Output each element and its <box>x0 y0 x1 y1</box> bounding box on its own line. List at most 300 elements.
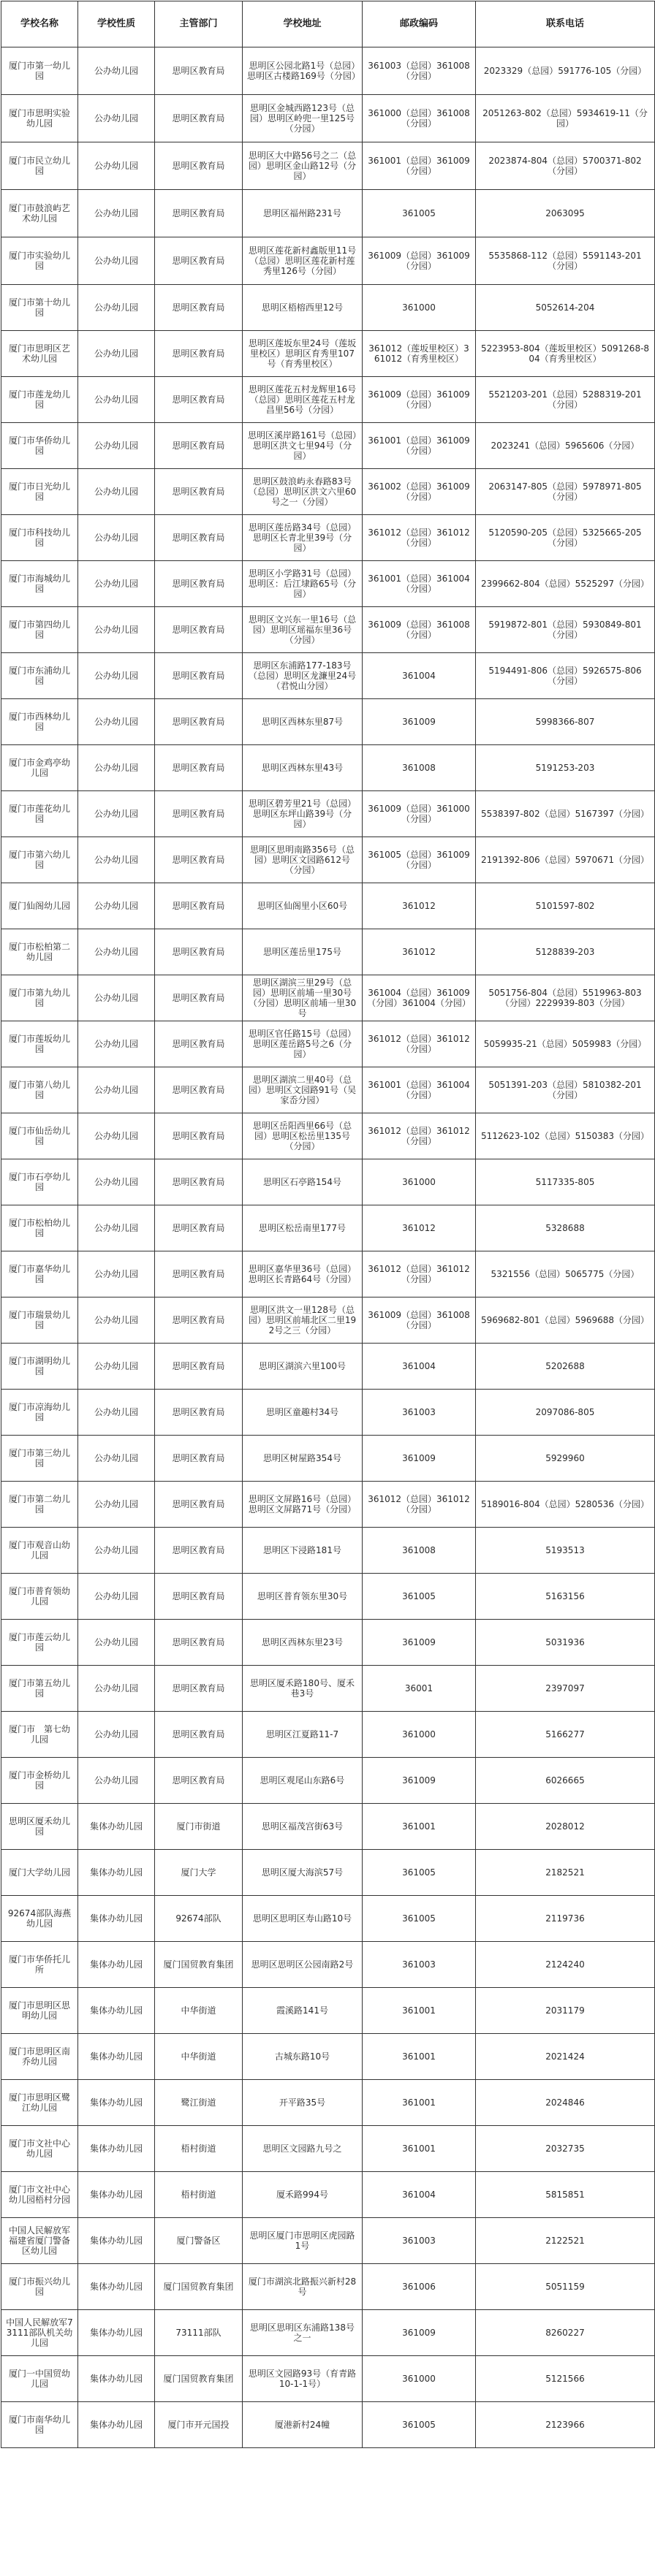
cell-phone: 5193513 <box>476 1528 655 1574</box>
cell-name: 思明区厦禾幼儿园 <box>1 1804 78 1850</box>
cell-type: 公办幼儿园 <box>78 1712 155 1758</box>
cell-phone: 5052614-204 <box>476 285 655 331</box>
cell-phone: 2063095 <box>476 190 655 237</box>
cell-postcode: 361004 <box>363 2172 476 2218</box>
cell-name: 厦门市第九幼儿园 <box>1 975 78 1021</box>
table-row <box>1 47 655 95</box>
table-row <box>1 2172 655 2218</box>
cell-type: 公办幼儿园 <box>78 883 155 929</box>
cell-phone: 5101597-802 <box>476 883 655 929</box>
header-school-type: 学校性质 <box>78 1 155 47</box>
cell-address: 霞溪路141号 <box>243 1988 363 2034</box>
cell-authority: 厦门国贸教育集团 <box>155 1942 243 1988</box>
cell-name: 厦门大学幼儿园 <box>1 1850 78 1896</box>
cell-postcode: 361012 <box>363 929 476 975</box>
cell-phone: 2123966 <box>476 2402 655 2448</box>
table-row <box>1 1712 655 1758</box>
cell-address: 思明区思明区寿山路10号 <box>243 1896 363 1942</box>
cell-type: 公办幼儿园 <box>78 1297 155 1344</box>
table-row <box>1 2218 655 2264</box>
table-row <box>1 2310 655 2356</box>
cell-postcode: 361000 <box>363 285 476 331</box>
table-body <box>1 47 655 2448</box>
cell-type: 公办幼儿园 <box>78 331 155 377</box>
cell-address: 厦港新村24幢 <box>243 2402 363 2448</box>
cell-address: 思明区厦大海滨57号 <box>243 1850 363 1896</box>
cell-address: 思明区碧芳里21号（总园）思明区东坪山路39号（分园） <box>243 791 363 837</box>
cell-authority: 思明区教育局 <box>155 377 243 423</box>
cell-authority: 梧村街道 <box>155 2172 243 2218</box>
cell-address: 思明区洪文一里128号（总园）思明区前埔北区二里192号之三（分园） <box>243 1297 363 1344</box>
table-row <box>1 1666 655 1712</box>
cell-postcode: 361000 <box>363 2356 476 2402</box>
cell-name: 厦门市金鸡亭幼儿园 <box>1 745 78 791</box>
cell-authority: 思明区教育局 <box>155 975 243 1021</box>
table-row <box>1 95 655 142</box>
cell-name: 厦门市莲龙幼儿园 <box>1 377 78 423</box>
cell-postcode: 361001 <box>363 1988 476 2034</box>
cell-phone: 2063147-805（总园）5978971-805（分园） <box>476 469 655 515</box>
table-row <box>1 699 655 745</box>
cell-postcode: 361009 <box>363 1758 476 1804</box>
cell-authority: 思明区教育局 <box>155 237 243 285</box>
cell-type: 公办幼儿园 <box>78 47 155 95</box>
cell-authority: 厦门大学 <box>155 1850 243 1896</box>
cell-authority: 中华街道 <box>155 2034 243 2080</box>
cell-type: 公办幼儿园 <box>78 1574 155 1620</box>
cell-authority: 思明区教育局 <box>155 607 243 653</box>
cell-postcode: 361003 <box>363 1390 476 1436</box>
cell-name: 厦门市 第七幼儿园 <box>1 1712 78 1758</box>
table-row <box>1 561 655 607</box>
cell-authority: 厦门警备区 <box>155 2218 243 2264</box>
table-row <box>1 1021 655 1067</box>
cell-name: 厦门市振兴幼儿园 <box>1 2264 78 2310</box>
cell-name: 92674部队海燕幼儿园 <box>1 1896 78 1942</box>
cell-name: 厦门市华侨幼儿园 <box>1 423 78 469</box>
cell-postcode: 361012（总园）361012（分园） <box>363 1021 476 1067</box>
cell-address: 思明区思明区东浦路138号之一 <box>243 2310 363 2356</box>
cell-phone: 5051391-203（总园）5810382-201（分园） <box>476 1067 655 1113</box>
cell-type: 公办幼儿园 <box>78 95 155 142</box>
cell-type: 公办幼儿园 <box>78 929 155 975</box>
cell-type: 公办幼儿园 <box>78 285 155 331</box>
cell-authority: 厦门国贸教育集团 <box>155 2356 243 2402</box>
cell-postcode: 361001 <box>363 1804 476 1850</box>
cell-phone: 5112623-102（总园）5150383（分园） <box>476 1113 655 1159</box>
cell-name: 厦门市海城幼儿园 <box>1 561 78 607</box>
cell-phone: 2051263-802（总园）5934619-11（分园） <box>476 95 655 142</box>
cell-type: 公办幼儿园 <box>78 1251 155 1297</box>
cell-type: 集体办幼儿园 <box>78 2034 155 2080</box>
cell-type: 公办幼儿园 <box>78 1205 155 1251</box>
cell-phone: 2031179 <box>476 1988 655 2034</box>
cell-name: 厦门市莲云幼儿园 <box>1 1620 78 1666</box>
cell-phone: 8260227 <box>476 2310 655 2356</box>
cell-type: 集体办幼儿园 <box>78 2402 155 2448</box>
cell-type: 公办幼儿园 <box>78 561 155 607</box>
cell-phone: 5166277 <box>476 1712 655 1758</box>
cell-phone: 5051756-804（总园）5519963-803（分园）2229939-803（分园） <box>476 975 655 1021</box>
cell-authority: 思明区教育局 <box>155 745 243 791</box>
cell-type: 集体办幼儿园 <box>78 2356 155 2402</box>
cell-postcode: 361004 <box>363 1344 476 1390</box>
cell-authority: 厦门市街道 <box>155 1804 243 1850</box>
cell-authority: 思明区教育局 <box>155 142 243 190</box>
cell-name: 厦门市第八幼儿园 <box>1 1067 78 1113</box>
table-row <box>1 1251 655 1297</box>
cell-address: 思明区石亭路154号 <box>243 1159 363 1205</box>
cell-postcode: 361009 <box>363 699 476 745</box>
cell-address: 思明区厦禾路180号、厦禾巷3号 <box>243 1666 363 1712</box>
cell-postcode: 361000 <box>363 1712 476 1758</box>
cell-phone: 2119736 <box>476 1896 655 1942</box>
cell-phone: 5538397-802（总园）5167397（分园） <box>476 791 655 837</box>
cell-authority: 思明区教育局 <box>155 423 243 469</box>
cell-type: 公办幼儿园 <box>78 653 155 699</box>
cell-address: 思明区莲花五村龙辉里16号（总园）思明区莲花五村龙昌里56号（分园） <box>243 377 363 423</box>
cell-postcode: 361001 <box>363 2126 476 2172</box>
cell-type: 集体办幼儿园 <box>78 1804 155 1850</box>
cell-type: 公办幼儿园 <box>78 237 155 285</box>
cell-authority: 思明区教育局 <box>155 1620 243 1666</box>
cell-type: 集体办幼儿园 <box>78 2218 155 2264</box>
cell-type: 公办幼儿园 <box>78 1390 155 1436</box>
cell-authority: 思明区教育局 <box>155 1482 243 1528</box>
cell-address: 思明区嘉华里36号（总园）思明区长青路64号（分园） <box>243 1251 363 1297</box>
cell-address: 思明区公园北路1号（总园）思明区古楼路169号（分园） <box>243 47 363 95</box>
cell-type: 公办幼儿园 <box>78 1758 155 1804</box>
cell-postcode: 361009 <box>363 1436 476 1482</box>
cell-authority: 73111部队 <box>155 2310 243 2356</box>
cell-authority: 思明区教育局 <box>155 883 243 929</box>
cell-authority: 厦门市开元国投 <box>155 2402 243 2448</box>
cell-authority: 思明区教育局 <box>155 1528 243 1574</box>
cell-address: 思明区西林东里43号 <box>243 745 363 791</box>
cell-phone: 2399662-804（总园）5525297（分园） <box>476 561 655 607</box>
cell-authority: 思明区教育局 <box>155 1251 243 1297</box>
cell-name: 厦门市嘉华幼儿园 <box>1 1251 78 1297</box>
table-row <box>1 975 655 1021</box>
cell-authority: 思明区教育局 <box>155 1159 243 1205</box>
cell-postcode: 361009（总园）361000（分园） <box>363 791 476 837</box>
cell-authority: 思明区教育局 <box>155 1113 243 1159</box>
cell-address: 思明区厦门市思明区虎园路1号 <box>243 2218 363 2264</box>
cell-phone: 6026665 <box>476 1758 655 1804</box>
table-row <box>1 837 655 883</box>
cell-name: 厦门市湖明幼儿园 <box>1 1344 78 1390</box>
cell-phone: 5117335-805 <box>476 1159 655 1205</box>
cell-phone: 5051159 <box>476 2264 655 2310</box>
cell-phone: 5194491-806（总园）5926575-806（分园） <box>476 653 655 699</box>
table-row <box>1 1205 655 1251</box>
cell-phone: 2032735 <box>476 2126 655 2172</box>
cell-phone: 5059935-21（总园）5059983（分园） <box>476 1021 655 1067</box>
cell-address: 思明区观尾山东路6号 <box>243 1758 363 1804</box>
header-phone: 联系电话 <box>476 1 655 47</box>
cell-name: 厦门市思明实验幼儿园 <box>1 95 78 142</box>
cell-phone: 5128839-203 <box>476 929 655 975</box>
table-row <box>1 1436 655 1482</box>
cell-name: 厦门市第四幼儿园 <box>1 607 78 653</box>
cell-name: 厦门市思明区南乔幼儿园 <box>1 2034 78 2080</box>
cell-address: 思明区湖滨二里40号（总园）思明区文园路91号（吴家岙分园） <box>243 1067 363 1113</box>
cell-name: 厦门市文社中心幼儿园 <box>1 2126 78 2172</box>
table-row <box>1 237 655 285</box>
table-row <box>1 1758 655 1804</box>
cell-phone: 5321556（总园）5065775（分园） <box>476 1251 655 1297</box>
cell-postcode: 361003（总园）361008（分园） <box>363 47 476 95</box>
cell-authority: 思明区教育局 <box>155 1758 243 1804</box>
cell-name: 厦门市第三幼儿园 <box>1 1436 78 1482</box>
cell-address: 厦门市湖滨北路振兴新村28号 <box>243 2264 363 2310</box>
cell-name: 厦门一中国贸幼儿园 <box>1 2356 78 2402</box>
cell-type: 公办幼儿园 <box>78 469 155 515</box>
cell-phone: 5189016-804（总园）5280536（分园） <box>476 1482 655 1528</box>
cell-authority: 思明区教育局 <box>155 331 243 377</box>
table-row <box>1 1574 655 1620</box>
cell-authority: 思明区教育局 <box>155 1436 243 1482</box>
table-row <box>1 2034 655 2080</box>
cell-phone: 5521203-201（总园）5288319-201（分园） <box>476 377 655 423</box>
table-row <box>1 1482 655 1528</box>
cell-type: 公办幼儿园 <box>78 1159 155 1205</box>
cell-postcode: 361012 <box>363 883 476 929</box>
table-row <box>1 745 655 791</box>
cell-address: 思明区岳阳西里66号（总园）思明区松岳里135号（分园） <box>243 1113 363 1159</box>
cell-name: 厦门市东浦幼儿园 <box>1 653 78 699</box>
cell-postcode: 361005 <box>363 190 476 237</box>
cell-authority: 厦门国贸教育集团 <box>155 2264 243 2310</box>
cell-authority: 思明区教育局 <box>155 1021 243 1067</box>
cell-authority: 思明区教育局 <box>155 1712 243 1758</box>
cell-postcode: 361001（总园）361004（分园） <box>363 561 476 607</box>
cell-postcode: 36001 <box>363 1666 476 1712</box>
table-row <box>1 2356 655 2402</box>
cell-postcode: 361009 <box>363 2310 476 2356</box>
cell-type: 公办幼儿园 <box>78 1067 155 1113</box>
cell-type: 集体办幼儿园 <box>78 1942 155 1988</box>
table-row <box>1 1850 655 1896</box>
table-row <box>1 1988 655 2034</box>
cell-address: 思明区树屋路354号 <box>243 1436 363 1482</box>
cell-address: 思明区文园路九号之 <box>243 2126 363 2172</box>
cell-type: 公办幼儿园 <box>78 377 155 423</box>
cell-authority: 思明区教育局 <box>155 1067 243 1113</box>
cell-name: 厦门仙阁幼儿园 <box>1 883 78 929</box>
cell-postcode: 361009（总园）361009（分园） <box>363 237 476 285</box>
cell-authority: 思明区教育局 <box>155 699 243 745</box>
cell-address: 思明区西林东里87号 <box>243 699 363 745</box>
cell-phone: 2182521 <box>476 1850 655 1896</box>
cell-address: 思明区大中路56号之二（总园）思明区金山路12号（分园） <box>243 142 363 190</box>
cell-postcode: 361005（总园）361009（分园） <box>363 837 476 883</box>
cell-address: 思明区仙阁里小区60号 <box>243 883 363 929</box>
cell-authority: 思明区教育局 <box>155 1205 243 1251</box>
cell-authority: 思明区教育局 <box>155 515 243 561</box>
table-row <box>1 929 655 975</box>
cell-authority: 思明区教育局 <box>155 837 243 883</box>
cell-type: 公办幼儿园 <box>78 837 155 883</box>
cell-type: 集体办幼儿园 <box>78 2126 155 2172</box>
cell-phone: 2023241（总园）5965606（分园） <box>476 423 655 469</box>
cell-postcode: 361005 <box>363 1850 476 1896</box>
cell-name: 厦门市科技幼儿园 <box>1 515 78 561</box>
cell-postcode: 361003 <box>363 2218 476 2264</box>
cell-name: 厦门市观音山幼儿园 <box>1 1528 78 1574</box>
table-row <box>1 1804 655 1850</box>
cell-name: 厦门市仙岳幼儿园 <box>1 1113 78 1159</box>
cell-address: 思明区湖滨六里100号 <box>243 1344 363 1390</box>
cell-address: 思明区小学路31号（总园）思明区：后江埭路65号（分园） <box>243 561 363 607</box>
table-row <box>1 607 655 653</box>
cell-name: 厦门市鼓浪屿艺术幼儿园 <box>1 190 78 237</box>
cell-name: 厦门市实验幼儿园 <box>1 237 78 285</box>
cell-type: 集体办幼儿园 <box>78 2080 155 2126</box>
table-row <box>1 883 655 929</box>
cell-name: 厦门市思明区鹭江幼儿园 <box>1 2080 78 2126</box>
table-row <box>1 423 655 469</box>
cell-type: 集体办幼儿园 <box>78 1988 155 2034</box>
cell-name: 厦门市思明区艺术幼儿园 <box>1 331 78 377</box>
cell-name: 厦门市民立幼儿园 <box>1 142 78 190</box>
cell-authority: 中华街道 <box>155 1988 243 2034</box>
cell-postcode: 361005 <box>363 1574 476 1620</box>
cell-postcode: 361001（总园）361004（分园） <box>363 1067 476 1113</box>
cell-name: 厦门市日光幼儿园 <box>1 469 78 515</box>
table-row <box>1 1067 655 1113</box>
cell-postcode: 361009（总园）361008（分园） <box>363 1297 476 1344</box>
cell-name: 厦门市西林幼儿园 <box>1 699 78 745</box>
cell-authority: 思明区教育局 <box>155 561 243 607</box>
cell-name: 厦门市第十幼儿园 <box>1 285 78 331</box>
cell-phone: 5919872-801（总园）5930849-801（分园） <box>476 607 655 653</box>
cell-authority: 思明区教育局 <box>155 95 243 142</box>
cell-address: 思明区普育领东里30号 <box>243 1574 363 1620</box>
table-row <box>1 1528 655 1574</box>
cell-address: 思明区莲花新村鑫版里11号（总园）思明区莲花新村莲秀里126号（分园） <box>243 237 363 285</box>
cell-address: 思明区文屏路16号（总园）思明区文屏路71号（分园） <box>243 1482 363 1528</box>
cell-address: 思明区福茂宫街63号 <box>243 1804 363 1850</box>
cell-name: 厦门市第二幼儿园 <box>1 1482 78 1528</box>
cell-phone: 5163156 <box>476 1574 655 1620</box>
cell-postcode: 361012（总园）361012（分园） <box>363 1251 476 1297</box>
table-row <box>1 1113 655 1159</box>
cell-address: 思明区西林东里23号 <box>243 1620 363 1666</box>
cell-name: 厦门市松柏幼儿园 <box>1 1205 78 1251</box>
cell-type: 公办幼儿园 <box>78 699 155 745</box>
cell-phone: 5535868-112（总园）5591143-201（分园） <box>476 237 655 285</box>
cell-postcode: 361003 <box>363 1942 476 1988</box>
cell-type: 公办幼儿园 <box>78 190 155 237</box>
table-row <box>1 2080 655 2126</box>
cell-phone: 5202688 <box>476 1344 655 1390</box>
table-row <box>1 2126 655 2172</box>
cell-phone: 5815851 <box>476 2172 655 2218</box>
table-row <box>1 1297 655 1344</box>
cell-name: 厦门市第一幼儿园 <box>1 47 78 95</box>
cell-name: 中国人民解放军福建省厦门警备区幼儿园 <box>1 2218 78 2264</box>
table-row <box>1 515 655 561</box>
cell-postcode: 361012（总园）361012（分园） <box>363 1113 476 1159</box>
cell-type: 公办幼儿园 <box>78 1021 155 1067</box>
cell-postcode: 361009 <box>363 1620 476 1666</box>
cell-phone: 5969682-801（总园）5969688（分园） <box>476 1297 655 1344</box>
cell-postcode: 361004 <box>363 653 476 699</box>
cell-authority: 思明区教育局 <box>155 285 243 331</box>
cell-phone: 2122521 <box>476 2218 655 2264</box>
cell-address: 思明区湖滨三里29号（总园）思明区前埔一里30号（分园）思明区前埔一里30号 <box>243 975 363 1021</box>
cell-type: 公办幼儿园 <box>78 745 155 791</box>
header-authority: 主管部门 <box>155 1 243 47</box>
cell-phone: 2021424 <box>476 2034 655 2080</box>
cell-type: 集体办幼儿园 <box>78 2310 155 2356</box>
table-row <box>1 1390 655 1436</box>
cell-postcode: 361008 <box>363 1528 476 1574</box>
cell-postcode: 361000 <box>363 1159 476 1205</box>
cell-phone: 5191253-203 <box>476 745 655 791</box>
cell-phone: 5223953-804（莲坂里校区）5091268-804（育秀里校区） <box>476 331 655 377</box>
cell-postcode: 361005 <box>363 1896 476 1942</box>
table-row <box>1 1942 655 1988</box>
cell-type: 公办幼儿园 <box>78 423 155 469</box>
table-row <box>1 1344 655 1390</box>
cell-postcode: 361000（总园）361008（分园） <box>363 95 476 142</box>
header-school-name: 学校名称 <box>1 1 78 47</box>
table-row <box>1 653 655 699</box>
cell-type: 集体办幼儿园 <box>78 1896 155 1942</box>
cell-postcode: 361001（总园）361009（分园） <box>363 423 476 469</box>
cell-postcode: 361001 <box>363 2080 476 2126</box>
cell-name: 厦门市文社中心幼儿园梧村分园 <box>1 2172 78 2218</box>
cell-address: 思明区文兴东一里16号（总园）思明区瑶福东里36号（分园） <box>243 607 363 653</box>
cell-address: 思明区东浦路177-183号（总园）思明区龙濂里24号（君悦山分园） <box>243 653 363 699</box>
cell-postcode: 361012（总园）361012（分园） <box>363 1482 476 1528</box>
cell-authority: 思明区教育局 <box>155 1390 243 1436</box>
cell-address: 思明区金城西路123号（总园）思明区岭兜一里125号（分园） <box>243 95 363 142</box>
cell-name: 厦门市第五幼儿园 <box>1 1666 78 1712</box>
cell-postcode: 361006 <box>363 2264 476 2310</box>
cell-address: 厦禾路994号 <box>243 2172 363 2218</box>
cell-phone: 2023329（总园）591776-105（分园） <box>476 47 655 95</box>
cell-address: 思明区福州路231号 <box>243 190 363 237</box>
cell-authority: 92674部队 <box>155 1896 243 1942</box>
cell-type: 公办幼儿园 <box>78 1482 155 1528</box>
cell-name: 厦门市金桥幼儿园 <box>1 1758 78 1804</box>
cell-name: 厦门市普育领幼儿园 <box>1 1574 78 1620</box>
cell-name: 厦门市思明区思明幼儿园 <box>1 1988 78 2034</box>
table-row <box>1 2402 655 2448</box>
cell-type: 集体办幼儿园 <box>78 2264 155 2310</box>
cell-postcode: 361002（总园）361009（分园） <box>363 469 476 515</box>
table-row <box>1 1159 655 1205</box>
cell-type: 集体办幼儿园 <box>78 1850 155 1896</box>
table-row <box>1 791 655 837</box>
cell-type: 公办幼儿园 <box>78 1344 155 1390</box>
cell-address: 思明区下浸路181号 <box>243 1528 363 1574</box>
cell-phone: 5120590-205（总园）5325665-205（分园） <box>476 515 655 561</box>
table-row <box>1 331 655 377</box>
cell-address: 开平路35号 <box>243 2080 363 2126</box>
cell-address: 古城东路10号 <box>243 2034 363 2080</box>
cell-postcode: 361012（莲坂里校区）361012（育秀里校区） <box>363 331 476 377</box>
cell-postcode: 361009（总园）361009（分园） <box>363 377 476 423</box>
cell-address: 思明区莲岳路34号（总园）思明区长青北里39号（分园） <box>243 515 363 561</box>
cell-name: 厦门市第六幼儿园 <box>1 837 78 883</box>
table-row <box>1 377 655 423</box>
cell-type: 集体办幼儿园 <box>78 2172 155 2218</box>
cell-address: 思明区莲岳里175号 <box>243 929 363 975</box>
